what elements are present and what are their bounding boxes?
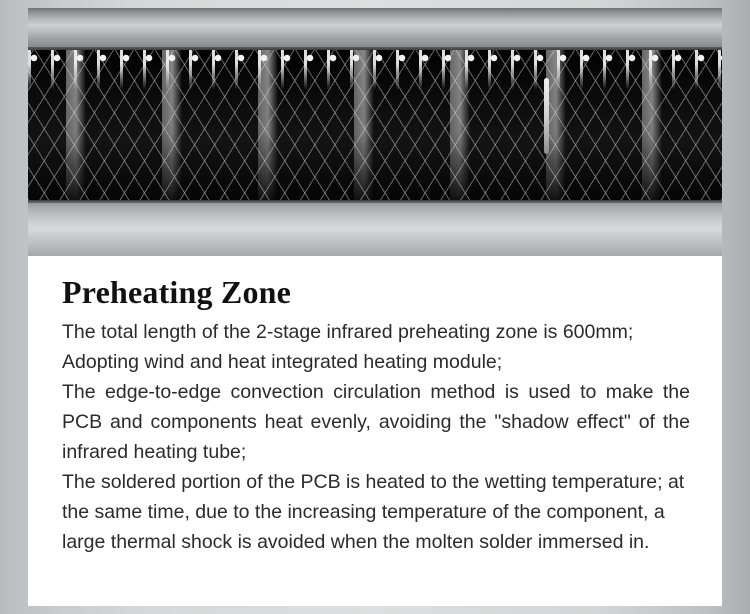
clip-dots (28, 52, 722, 64)
page-title: Preheating Zone (62, 274, 292, 310)
description-paragraph: The total length of the 2-stage infrared preheating zone is 600mm; (62, 321, 634, 343)
oven-top-rail (28, 8, 722, 50)
equipment-photo (28, 8, 722, 256)
description-paragraph: The soldered portion of the PCB is heated to the wetting temperature; at the same time, due to the increasing temperature of the component, a large thermal shock is avoided when the molten solder immersed in. (62, 471, 685, 553)
description-card (28, 256, 722, 606)
description-paragraph: Adopting wind and heat integrated heating module; (62, 351, 503, 373)
vertical-rod (544, 78, 549, 154)
oven-interior (28, 50, 722, 200)
description-body (62, 317, 700, 557)
description-paragraph: The edge-to-edge convection circulation method is used to make the PCB and components heat evenly, avoiding the "shadow effect" of the infrared heating tube; (62, 381, 690, 463)
oven-bottom-rail (28, 200, 722, 256)
